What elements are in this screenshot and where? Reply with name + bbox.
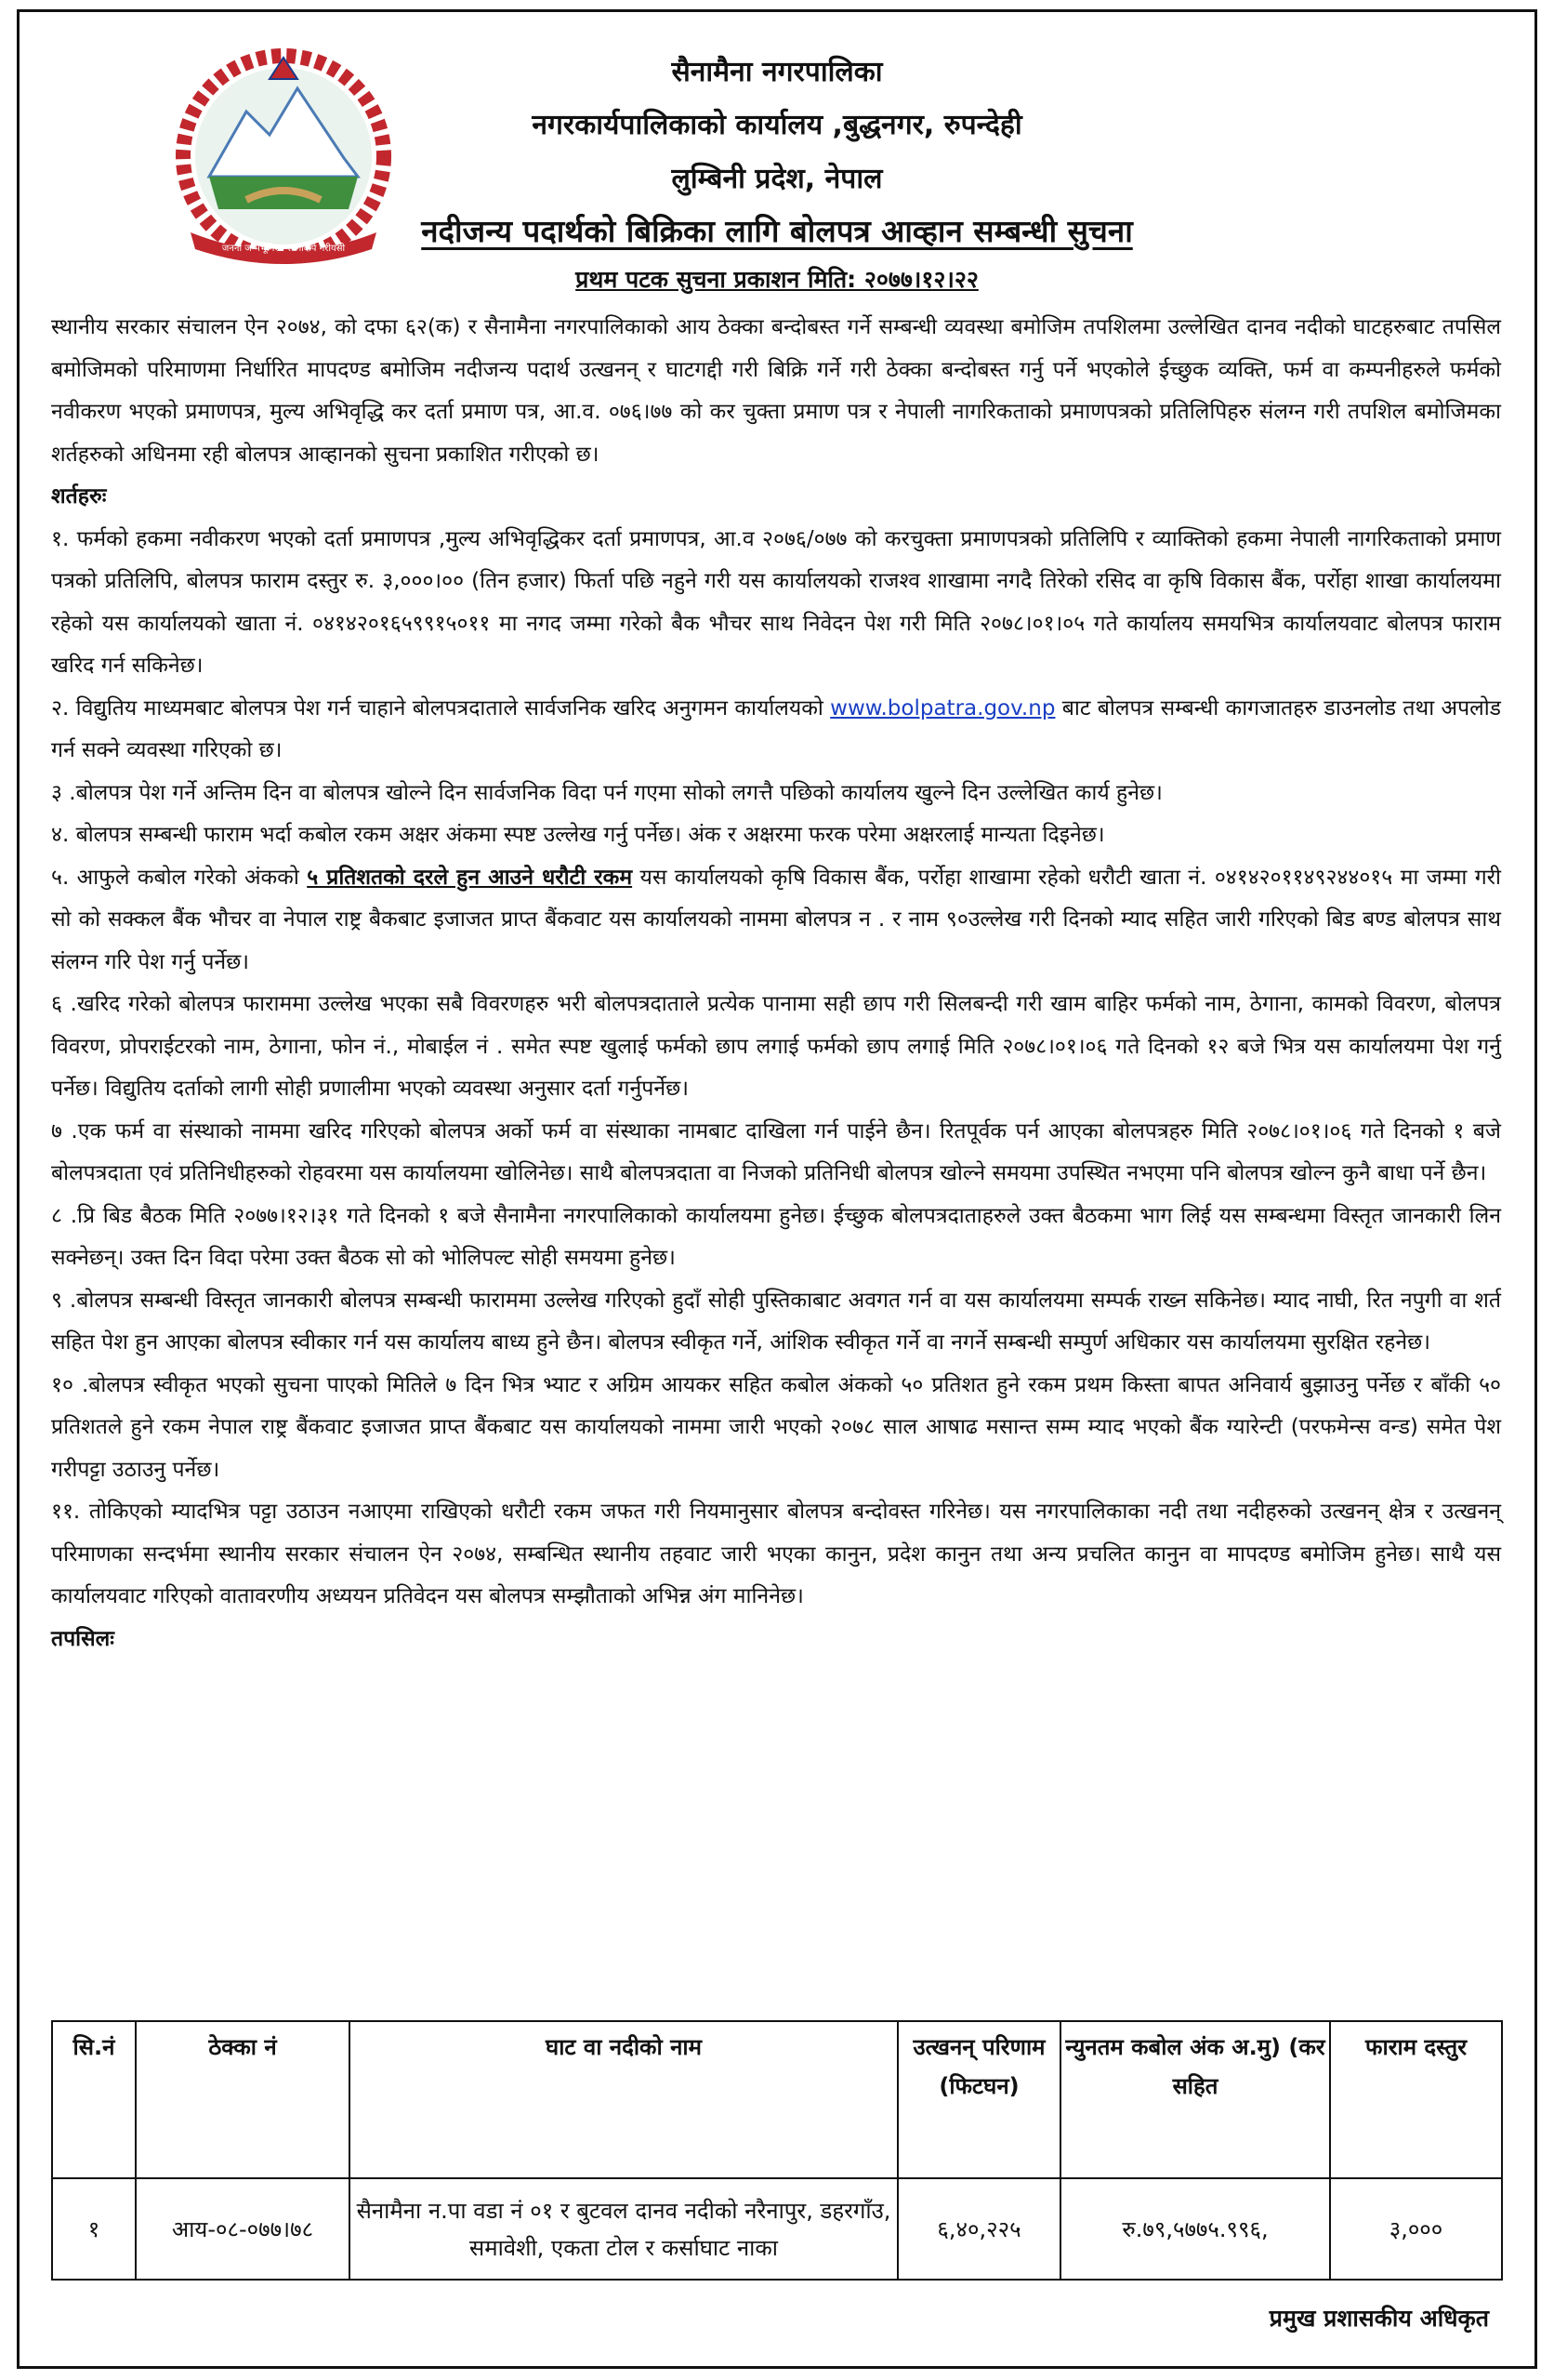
cell-form-fee: ३,००० bbox=[1330, 2178, 1502, 2280]
emblem-motto: जननी जन्मभूमिश्च स्वर्गादपि गरीयसी bbox=[221, 244, 346, 254]
table-header-row bbox=[52, 2021, 1502, 2178]
cell-quantity: ६,४०,२२५ bbox=[898, 2178, 1060, 2280]
col-quantity: उत्खनन् परिणाम (फिटघन) bbox=[898, 2021, 1060, 2178]
col-form-fee: फाराम दस्तुर bbox=[1330, 2021, 1502, 2178]
intro-paragraph: स्थानीय सरकार संचालन ऐन २०७४, को दफा ६२(क) र सैनामैना नगरपालिकाको आय ठेक्का बन्दोबस्त गर्ने सम्बन्धी व्यवस्था बमोजिम तपशिलमा उल्लेखित दानव नदीको घाटहरुबाट तपसिल बमोजिमको परिमाणमा निर्धारित मापदण्ड बमोजिम नदीजन्य पदार्थ उत्खनन् र घाटगद्दी गरी बिक्रि गर्ने गरी ठेक्का बन्दोबस्त गर्नु पर्ने भएकोले ईच्छुक व्यक्ति, फर्म वा कम्पनीहरुले फर्मको नवीकरण भएको प्रमाणपत्र, मुल्य अभिवृद्धि कर दर्ता प्रमाण पत्र, आ.व. ०७६।७७ को कर चुक्ता प्रमाण पत्र र नेपाली नागरिकताको प्रमाणपत्रको प्रतिलिपिहरु संलग्न गरी तपशिल बमोजिमका शर्तहरुको अधिनमा रही बोलपत्र आव्हानको सुचना प्रकाशित गरीएको छ। bbox=[51, 315, 1501, 467]
condition-9: ९ .बोलपत्र सम्बन्धी विस्तृत जानकारी बोलपत्र सम्बन्धी फाराममा उल्लेख गरिएको हुदाँ सोही पुस्तिकाबाट अवगत गर्न वा यस कार्यालयमा सम्पर्क राख्न सकिनेछ। म्याद नाघी, रित नपुगी वा शर्त सहित पेश हुन आएका बोलपत्र स्वीकार गर्न यस कार्यालय बाध्य हुने छैन। बोलपत्र स्वीकृत गर्ने, आंशिक स्वीकृत गर्ने वा नगर्ने सम्बन्धी सम्पुर्ण अधिकार यस कार्यालयमा सुरक्षित रहनेछ। bbox=[51, 1288, 1501, 1355]
condition-10: १० .बोलपत्र स्वीकृत भएको सुचना पाएको मितिले ७ दिन भित्र भ्याट र अग्रिम आयकर सहित कबोल अंकको ५० प्रतिशत हुने रकम प्रथम किस्ता बापत अनिवार्य बुझाउनु पर्नेछ र बाँकी ५० प्रतिशतले हुने रकम नेपाल राष्ट्र बैंकवाट इजाजत प्राप्त बैंकबाट यस कार्यालयको नाममा जारी भएको २०७८ साल आषाढ मसान्त सम्म म्याद भएको बैंक ग्यारेन्टी (परफमेन्स वन्ड) समेत पेश गरीपट्टा उठाउनु पर्नेछ। bbox=[51, 1372, 1501, 1482]
bolpatra-link[interactable]: www.bolpatra.gov.np bbox=[830, 695, 1056, 721]
condition-3: ३ .बोलपत्र पेश गर्ने अन्तिम दिन वा बोलपत्र खोल्ने दिन सार्वजनिक विदा पर्न गएमा सोको लगत्तै पछिको कार्यालय खुल्ने दिन उल्लेखित कार्य हुनेछ। bbox=[51, 780, 1163, 805]
conditions-heading: शर्तहरुः bbox=[51, 484, 107, 509]
cell-site-name: सैनामैना न.पा वडा नं ०१ र बुटवल दानव नदीको नरैनापुर, डहरगाँउ, समावेशी, एकता टोल र कर्साघाट नाका bbox=[349, 2178, 898, 2280]
condition-1: १. फर्मको हकमा नवीकरण भएको दर्ता प्रमाणपत्र ,मुल्य अभिवृद्धिकर दर्ता प्रमाणपत्र, आ.व २०७६/०७७ को करचुक्ता प्रमाणपत्रको प्रतिलिपि र व्याक्तिको हकमा नेपाली नागरिकताको प्रमाण पत्रको प्रतिलिपि, बोलपत्र फाराम दस्तुर रु. ३,०००।०० (तिन हजार) फिर्ता पछि नहुने गरी यस कार्यालयको राजश्व शाखामा नगदै तिरेको रसिद वा कृषि विकास बैंक, पर्रोहा शाखा कार्यालयमा रहेको यस कार्यालयको खाता नं. ०४१४२०१६५९९१५०११ मा नगद जम्मा गरेको बैक भौचर साथ निवेदन पेश गरी मिति २०७८।०१।०५ गते कार्यालय समयभित्र कार्यालयवाट बोलपत्र फाराम खरिद गर्न सकिनेछ। bbox=[51, 526, 1501, 678]
municipality-name: सैनामैना नगरपालिका bbox=[671, 56, 883, 88]
condition-5: ५. आफुले कबोल गरेको अंकको ५ प्रतिशतको दरले हुन आउने धरौटी रकम यस कार्यालयको कृषि विकास बैंक, पर्रोहा शाखामा रहेको धरौटी खाता नं. ०४१४२०११४९२४४०१५ मा जम्मा गरी सो को सक्कल बैंक भौचर वा नेपाल राष्ट्र बैकबाट इजाजत प्राप्त बैंकवाट यस कार्यालयको नाममा बोलपत्र न . र नाम ९०उल्लेख गरी दिनको म्याद सहित जारी गरिएको बिड बण्ड बोलपत्र साथ संलग्न गरि पेश गर्नु पर्नेछ। bbox=[51, 865, 1502, 974]
schedule-table bbox=[51, 2020, 1503, 2281]
office-name: नगरकार्यपालिकाको कार्यालय ,बुद्धनगर, रुपन्देही bbox=[532, 109, 1022, 141]
cell-min-bid: रु.७९,५७७५.९९६, bbox=[1060, 2178, 1330, 2280]
col-min-bid: न्युनतम कबोल अंक अ.मु) (कर सहित bbox=[1060, 2021, 1330, 2178]
cell-serial: १ bbox=[52, 2178, 136, 2280]
table-row bbox=[52, 2178, 1502, 2280]
notice-body bbox=[51, 307, 1501, 1660]
notice-title: नदीजन्य पदार्थको बिक्रिका लागि बोलपत्र आव्हान सम्बन्धी सुचना bbox=[421, 213, 1133, 249]
signature-title: प्रमुख प्रशासकीय अधिकृत bbox=[1269, 2305, 1489, 2332]
col-serial: सि.नं bbox=[52, 2021, 136, 2178]
condition-8: ८ .प्रि बिड बैठक मिति २०७७।१२।३१ गते दिनको १ बजे सैनामैना नगरपालिकाको कार्यालयमा हुनेछ। ईच्छुक बोलपत्रदाताहरुले उक्त बैठकमा भाग लिई यस सम्बन्धमा विस्तृत जानकारी लिन सक्नेछन्। उक्त दिन विदा परेमा उक्त बैठक सो को भोलिपल्ट सोही समयमा हुनेछ। bbox=[51, 1203, 1501, 1270]
condition-2: २. विद्युतिय माध्यमबाट बोलपत्र पेश गर्न चाहाने बोलपत्रदाताले सार्वजनिक खरिद अनुगमन कार्यालयको www.bolpatra.gov.np बाट बोलपत्र सम्बन्धी कागजातहरु डाउनलोड तथा अपलोड गर्न सक्ने व्यवस्था गरिएको छ। bbox=[51, 695, 1501, 762]
condition-11: ११. तोकिएको म्यादभित्र पट्टा उठाउन नआएमा राखिएको धरौटी रकम जफत गरी नियमानुसार बोलपत्र बन्दोवस्त गरिनेछ। यस नगरपालिकाका नदी तथा नदीहरुको उत्खनन् क्षेत्र र उत्खनन् परिमाणका सन्दर्भमा स्थानीय सरकार संचालन ऐन २०७४, सम्बन्धित स्थानीय तहवाट जारी भएका कानुन, प्रदेश कानुन तथा अन्य प्रचलित कानुन वा मापदण्ड बमोजिम हुनेछ। साथै यस कार्यालयवाट गरिएको वातावरणीय अध्ययन प्रतिवेदन यस बोलपत्र सम्झौताको अभिन्न अंग मानिनेछ। bbox=[51, 1500, 1501, 1608]
col-site-name: घाट वा नदीको नाम bbox=[349, 2021, 898, 2178]
province-name: लुम्बिनी प्रदेश, नेपाल bbox=[671, 163, 883, 195]
deposit-highlight: ५ प्रतिशतको दरले हुन आउने धरौटी रकम bbox=[307, 865, 633, 890]
condition-7: ७ .एक फर्म वा संस्थाको नाममा खरिद गरिएको बोलपत्र अर्को फर्म वा संस्थाका नामबाट दाखिला गर्न पाईने छैन। रितपूर्वक पर्न आएका बोलपत्रहरु मिति २०७८।०१।०६ गते दिनको १ बजे बोलपत्रदाता एवं प्रतिनिधीहरुको रोहवरमा यस कार्यालयमा खोलिनेछ। साथै बोलपत्रदाता वा निजको प्रतिनिधी बोलपत्र खोल्ने समयमा उपस्थित नभएमा पनि बोलपत्र खोल्न कुनै बाधा पर्ने छैन। bbox=[51, 1118, 1501, 1185]
cell-contract-no: आय-०८-०७७।७८ bbox=[136, 2178, 349, 2280]
publication-date: प्रथम पटक सुचना प्रकाशन मिति: २०७७।१२।२२ bbox=[575, 266, 979, 293]
condition-6: ६ .खरिद गरेको बोलपत्र फाराममा उल्लेख भएका सबै विवरणहरु भरी बोलपत्रदाताले प्रत्येक पानामा सही छाप गरी सिलबन्दी गरी खाम बाहिर फर्मको नाम, ठेगाना, कामको विवरण, बोलपत्र विवरण, प्रोपराईटरको नाम, ठेगाना, फोन नं., मोबाईल नं . समेत स्पष्ट खुलाई फर्मको छाप लगाई फर्मको छाप लगाई मिति २०७८।०१।०६ गते दिनको १२ बजे भित्र यस कार्यालयमा पेश गर्नु पर्नेछ। विद्युतिय दर्ताको लागी सोही प्रणालीमा भएको व्यवस्था अनुसार दर्ता गर्नुपर्नेछ। bbox=[51, 992, 1501, 1101]
condition-4: ४. बोलपत्र सम्बन्धी फाराम भर्दा कबोल रकम अक्षर अंकमा स्पष्ट उल्लेख गर्नु पर्नेछ। अंक र अक्षरमा फरक परेमा अक्षरलाई मान्यता दिइनेछ। bbox=[51, 823, 1105, 847]
schedule-heading: तपसिलः bbox=[51, 1626, 114, 1651]
col-contract-no: ठेक्का नं bbox=[136, 2021, 349, 2178]
